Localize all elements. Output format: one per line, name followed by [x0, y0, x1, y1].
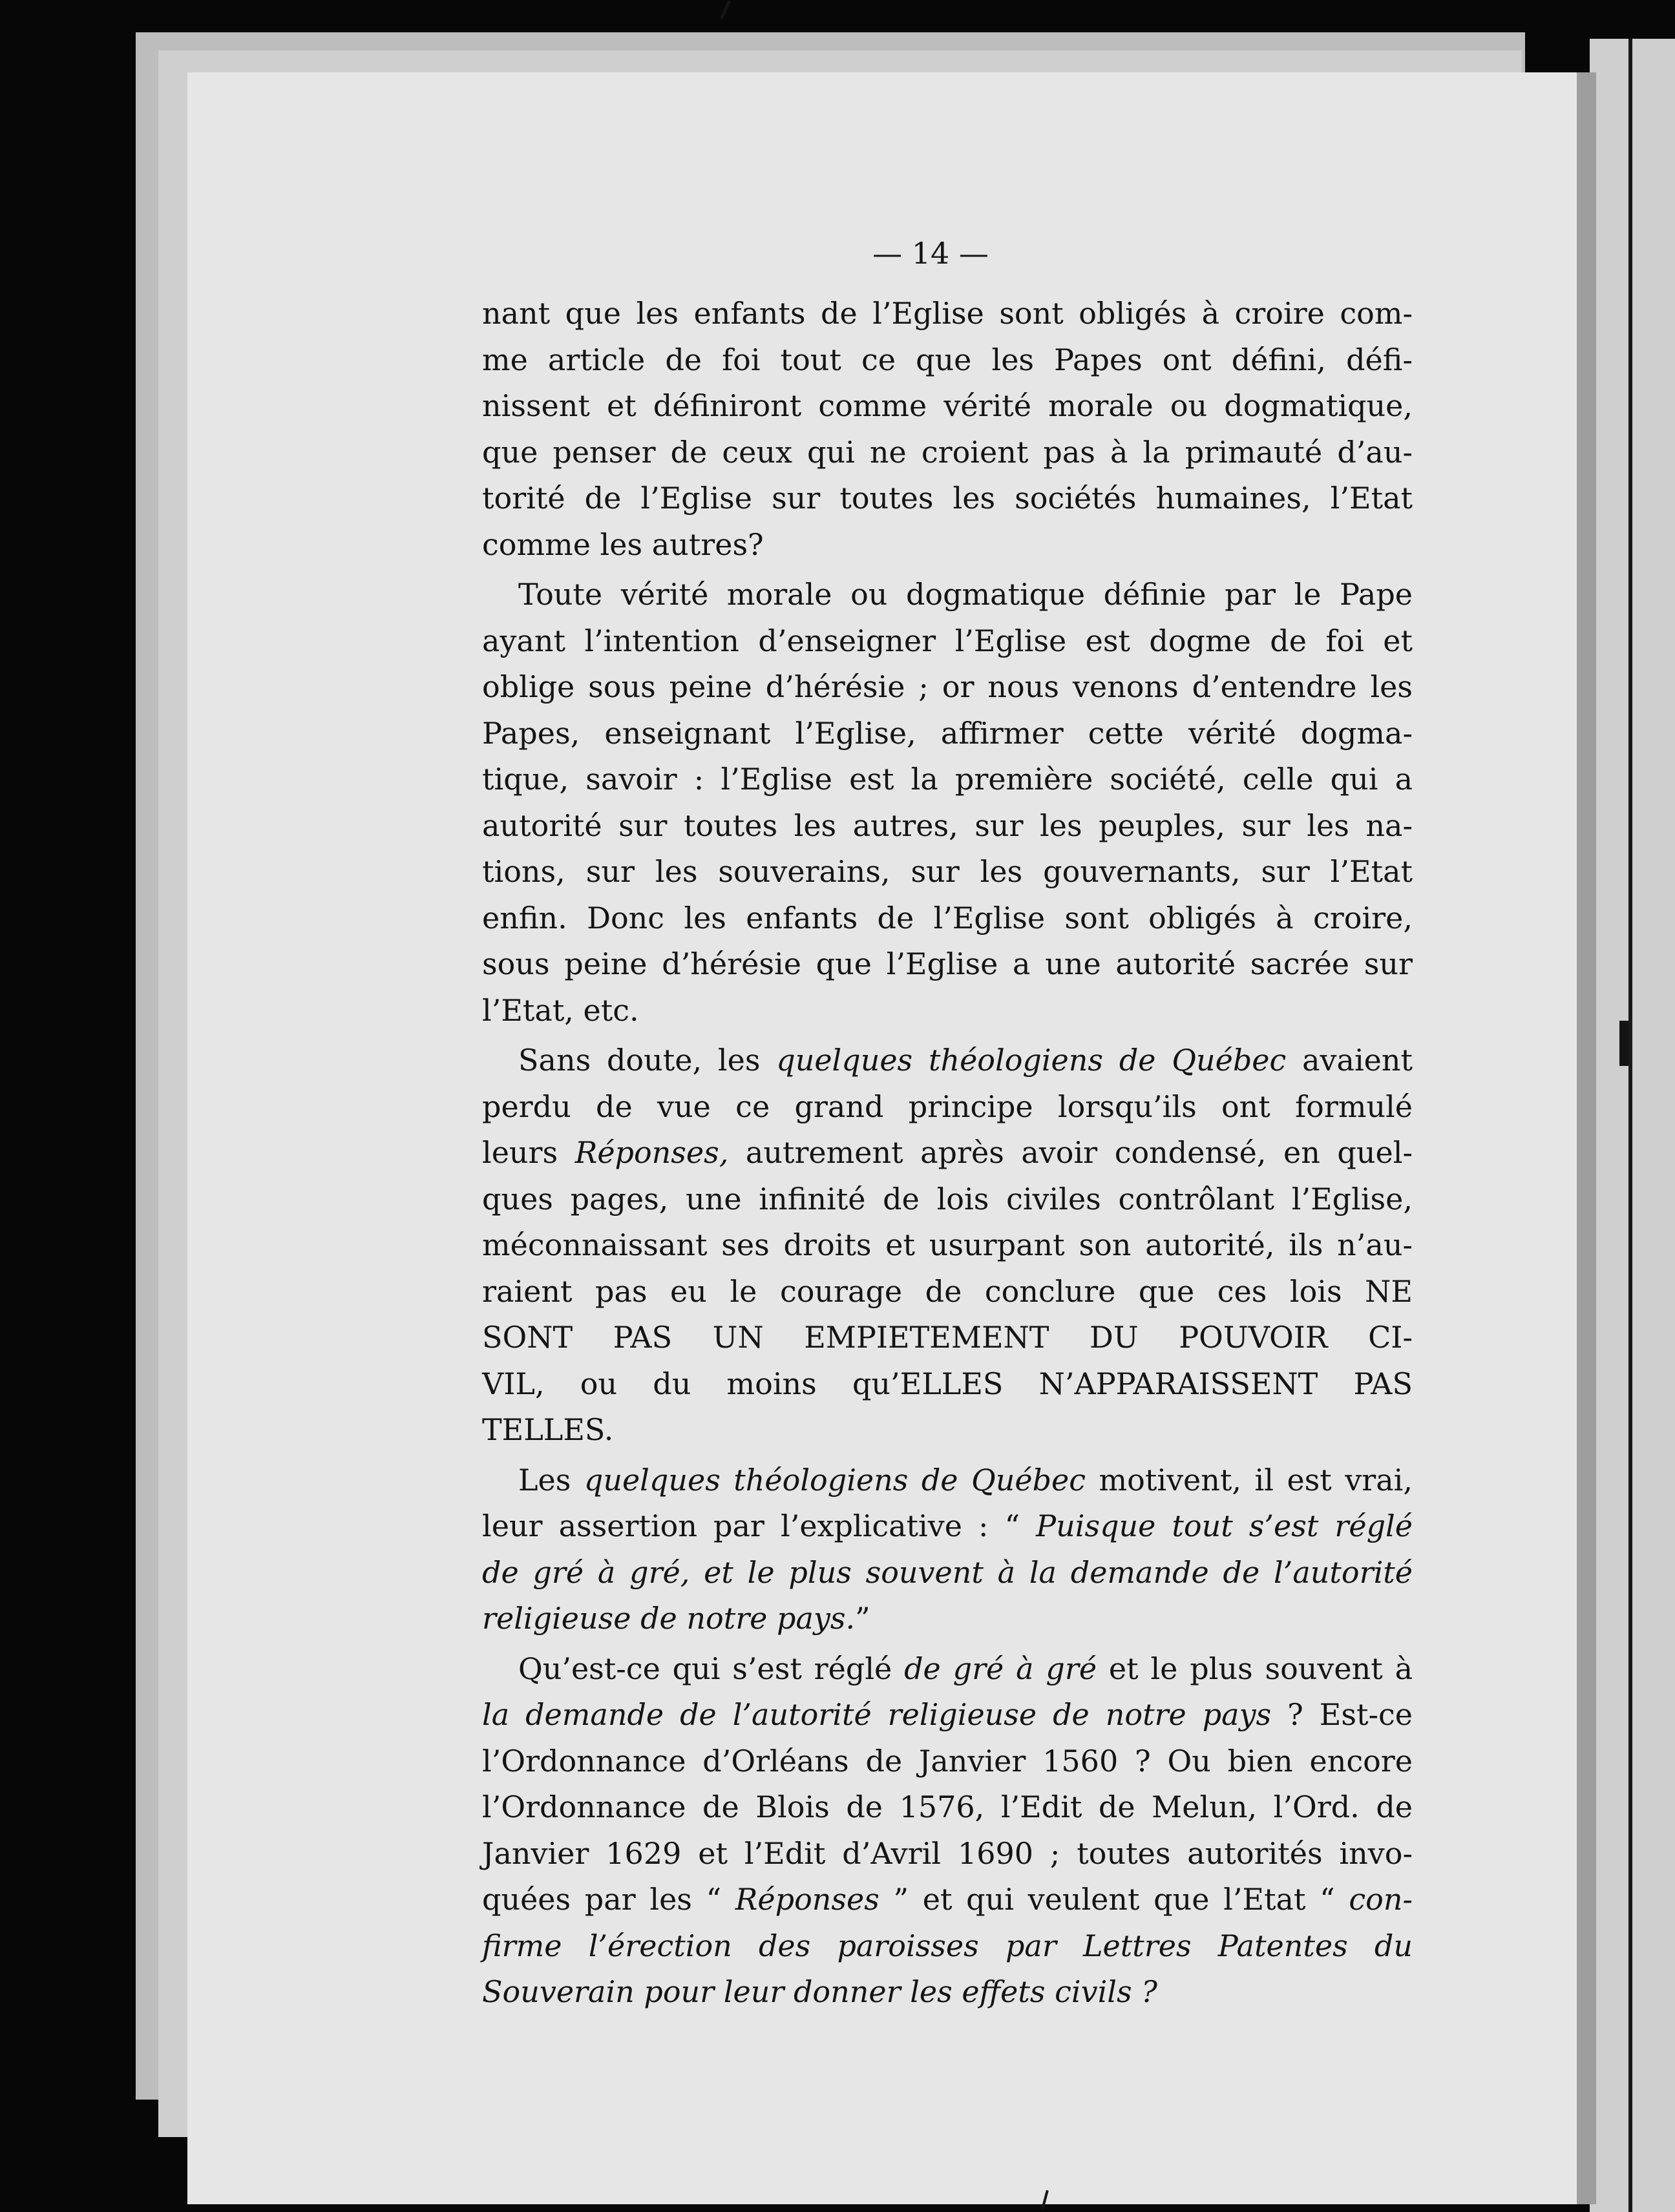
text-run: ques pages, une infinité de lois civiles contrôlant l’Eglise, [482, 1181, 1413, 1216]
text-run: torité de l’Eglise sur toutes les sociétés humaines, l’Etat [482, 481, 1413, 516]
paragraph [482, 572, 1413, 1034]
text-line [482, 664, 1413, 711]
text-line [482, 756, 1413, 803]
paragraph [482, 1038, 1413, 1454]
paragraph [482, 1457, 1413, 1642]
text-run: l’Etat, etc. [482, 992, 639, 1028]
text-line [482, 711, 1413, 757]
text-run: l’Ordonnance d’Orléans de Janvier 1560 ? Ou bien encore [482, 1743, 1413, 1779]
text-line [482, 1361, 1413, 1408]
text-run: Toute vérité morale ou dogmatique définie par le Pape [518, 577, 1413, 612]
italic-run: la demande de l’autorité religieuse de notre pays [482, 1697, 1272, 1732]
text-run: ” et qui veulent que l’Etat “ [879, 1882, 1349, 1917]
scan-mark [1619, 1021, 1628, 1066]
text-line [482, 1315, 1413, 1361]
text-line [482, 988, 1413, 1034]
text-line [482, 1831, 1413, 1877]
text-line [482, 803, 1413, 850]
text-run: enfin. Donc les enfants de l’Eglise sont obligés à croire, [482, 900, 1413, 935]
text-run: SONT PAS UN EMPIETEMENT DU POUVOIR CI- [482, 1320, 1413, 1355]
text-run: Qu’est-ce qui s’est réglé [518, 1651, 905, 1686]
text-line [482, 895, 1413, 942]
text-line [482, 1646, 1413, 1693]
text-line [482, 1084, 1413, 1131]
text-line [482, 1969, 1413, 2016]
text-run: oblige sous peine d’hérésie ; or nous venons d’entendre les [482, 669, 1413, 704]
text-run: sous peine d’hérésie que l’Eglise a une autorité sacrée sur [482, 946, 1413, 981]
text-run: me article de foi tout ce que les Papes ont défini, défi- [482, 342, 1413, 377]
text-line [482, 522, 1413, 569]
text-run: tions, sur les souverains, sur les gouvernants, sur l’Etat [482, 854, 1413, 889]
text-line [482, 1407, 1413, 1454]
italic-run: Réponses, [574, 1135, 729, 1170]
text-line [482, 1457, 1413, 1504]
text-line [482, 618, 1413, 665]
text-run: nissent et définiront comme vérité morale ou dogmatique, [482, 388, 1413, 423]
italic-run: con- [1349, 1882, 1413, 1917]
scan-mark [720, 0, 731, 19]
text-run: perdu de vue ce grand principe lorsqu’ils ont formulé [482, 1089, 1413, 1124]
text-line [482, 337, 1413, 384]
text-line [482, 1176, 1413, 1223]
text-line [482, 1596, 1413, 1642]
italic-run: firme l’érection des paroisses par Lettres Patentes du [482, 1928, 1413, 1963]
text-line [482, 1550, 1413, 1596]
text-line [482, 1738, 1413, 1785]
paragraph [482, 291, 1413, 568]
text-line [482, 1784, 1413, 1831]
text-run: leur assertion par l’explicative : “ [482, 1508, 1037, 1543]
text-line [482, 430, 1413, 476]
italic-run: Puisque tout s’est réglé [1036, 1508, 1413, 1543]
text-line [482, 1923, 1413, 1970]
text-run: tique, savoir : l’Eglise est la première société, celle qui a [482, 762, 1413, 797]
text-run: que penser de ceux qui ne croient pas à la primauté d’au- [482, 434, 1413, 470]
page-number: — 14 — [872, 236, 989, 271]
italic-run: Réponses [735, 1882, 880, 1917]
text-line [482, 572, 1413, 618]
text-run: Les [518, 1462, 584, 1497]
body-text [482, 291, 1413, 2016]
italic-run: de gré à gré, et le plus souvent à la demande de l’autorité [482, 1554, 1413, 1590]
text-line [482, 1692, 1413, 1738]
text-line [482, 1503, 1413, 1550]
text-line [482, 383, 1413, 430]
text-line [482, 1222, 1413, 1269]
text-run: nant que les enfants de l’Eglise sont obligés à croire com- [482, 296, 1413, 331]
text-run: raient pas eu le courage de conclure que ces lois NE [482, 1273, 1413, 1309]
italic-run: quelques théologiens de Québec [776, 1043, 1287, 1078]
text-run: Janvier 1629 et l’Edit d’Avril 1690 ; toutes autorités invo- [482, 1835, 1413, 1871]
text-run: autorité sur toutes les autres, sur les peuples, sur les na- [482, 808, 1413, 843]
text-run: comme les autres? [482, 527, 764, 562]
text-line [482, 291, 1413, 337]
text-run: ” [855, 1601, 870, 1636]
text-line [482, 941, 1413, 988]
text-run: avaient [1286, 1043, 1413, 1078]
text-run: TELLES. [482, 1412, 614, 1447]
text-line [482, 849, 1413, 895]
text-run: ? Est-ce [1271, 1697, 1413, 1732]
paragraph [482, 1646, 1413, 2016]
text-run: leurs [482, 1135, 575, 1170]
adjacent-page-edge [1590, 39, 1675, 2212]
text-line [482, 475, 1413, 522]
text-run: ayant l’intention d’enseigner l’Eglise est dogme de foi et [482, 623, 1413, 658]
text-run: l’Ordonnance de Blois de 1576, l’Edit de Melun, l’Ord. de [482, 1789, 1413, 1824]
text-line [482, 1877, 1413, 1923]
text-line [482, 1130, 1413, 1176]
page-gutter-shadow [1577, 72, 1596, 2204]
italic-run: de gré à gré [904, 1651, 1097, 1686]
text-line [482, 1038, 1413, 1084]
text-run: autrement après avoir condensé, en quel- [728, 1135, 1413, 1170]
text-run: VIL, ou du moins qu’ELLES N’APPARAISSENT PAS [482, 1366, 1413, 1401]
text-run: et le plus souvent à [1097, 1651, 1413, 1686]
page-fold-line [1628, 39, 1632, 2212]
italic-run: Souverain pour leur donner les effets civils ? [482, 1974, 1157, 2009]
text-run: quées par les “ [482, 1882, 735, 1917]
text-run: motivent, il est vrai, [1086, 1462, 1413, 1497]
text-run: Papes, enseignant l’Eglise, affirmer cette vérité dogma- [482, 715, 1413, 751]
text-run: Sans doute, les [518, 1043, 777, 1078]
italic-run: religieuse de notre pays. [482, 1601, 856, 1636]
italic-run: quelques théologiens de Québec [584, 1462, 1086, 1497]
text-line [482, 1269, 1413, 1315]
text-run: méconnaissant ses droits et usurpant son autorité, ils n’au- [482, 1227, 1413, 1262]
